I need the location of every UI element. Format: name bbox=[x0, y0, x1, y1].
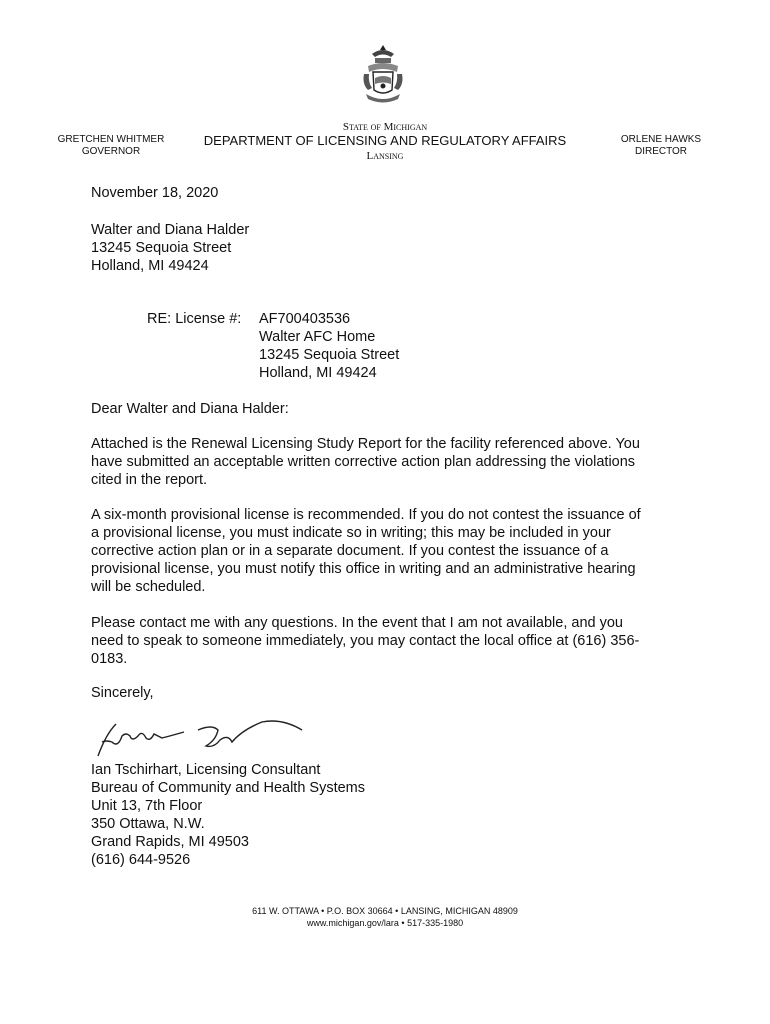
letter-date: November 18, 2020 bbox=[91, 185, 219, 201]
facility-street: 13245 Sequoia Street bbox=[259, 347, 400, 363]
re-details bbox=[259, 310, 399, 382]
governor-block bbox=[52, 134, 170, 158]
state-name: State of Michigan bbox=[342, 121, 428, 133]
closing: Sincerely, bbox=[91, 685, 154, 701]
signer-city: Grand Rapids, MI 49503 bbox=[91, 834, 249, 850]
body-paragraph bbox=[91, 614, 681, 668]
re-label: RE: License #: bbox=[147, 311, 242, 327]
governor-title: GOVERNOR bbox=[81, 146, 141, 157]
facility-name: Walter AFC Home bbox=[259, 329, 376, 345]
paragraph-line: A six-month provisional license is recommended. If you do not contest the issuance of bbox=[91, 507, 641, 523]
recipient-line: Walter and Diana Halder bbox=[91, 222, 250, 238]
director-name: ORLENE HAWKS bbox=[620, 134, 702, 145]
paragraph-line: need to speak to someone immediately, you may contact the local office at (616) 356- bbox=[91, 633, 640, 649]
signer-street: 350 Ottawa, N.W. bbox=[91, 816, 205, 832]
paragraph-line: 0183. bbox=[91, 651, 128, 667]
paragraph-line: have submitted an acceptable written corrective action plan addressing the violations bbox=[91, 454, 636, 470]
license-number: AF700403536 bbox=[259, 311, 351, 327]
paragraph-line: provisional license, you must notify this office in writing and an administrative hearing bbox=[91, 561, 636, 577]
paragraph-line: Attached is the Renewal Licensing Study Report for the facility referenced above. You bbox=[91, 436, 640, 452]
paragraph-line: a provisional license, you must indicate so in writing; this may be included in your bbox=[91, 525, 611, 541]
recipient-address bbox=[91, 221, 249, 275]
recipient-line: 13245 Sequoia Street bbox=[91, 240, 232, 256]
signer-name: Ian Tschirhart, Licensing Consultant bbox=[91, 762, 321, 778]
signer-phone: (616) 644-9526 bbox=[91, 852, 191, 868]
facility-city: Holland, MI 49424 bbox=[259, 365, 377, 381]
paragraph-line: Please contact me with any questions. In the event that I am not available, and you bbox=[91, 615, 623, 631]
director-title: DIRECTOR bbox=[634, 146, 688, 157]
recipient-line: Holland, MI 49424 bbox=[91, 258, 209, 274]
director-block bbox=[606, 134, 716, 158]
signer-unit: Unit 13, 7th Floor bbox=[91, 798, 203, 814]
signer-bureau: Bureau of Community and Health Systems bbox=[91, 780, 366, 796]
department-name: DEPARTMENT OF LICENSING AND REGULATORY AFFAIRS bbox=[203, 133, 567, 148]
salutation: Dear Walter and Diana Halder: bbox=[91, 401, 289, 417]
paragraph-line: cited in the report. bbox=[91, 472, 208, 488]
body-paragraph bbox=[91, 435, 681, 489]
footer-address: 611 W. OTTAWA • P.O. BOX 30664 • LANSING, MICHIGAN 48909 bbox=[252, 906, 518, 916]
city-name: Lansing bbox=[366, 150, 404, 162]
paragraph-line: will be scheduled. bbox=[91, 579, 206, 595]
governor-name: GRETCHEN WHITMER bbox=[57, 134, 165, 145]
footer-contact: www.michigan.gov/lara • 517-335-1980 bbox=[306, 918, 464, 928]
handwritten-signature bbox=[92, 712, 312, 762]
body-paragraph bbox=[91, 506, 681, 596]
signature-block bbox=[91, 761, 365, 869]
state-seal-icon bbox=[358, 44, 408, 106]
paragraph-line: corrective action plan or in a separate document. If you contest the issuance of a bbox=[91, 543, 609, 559]
